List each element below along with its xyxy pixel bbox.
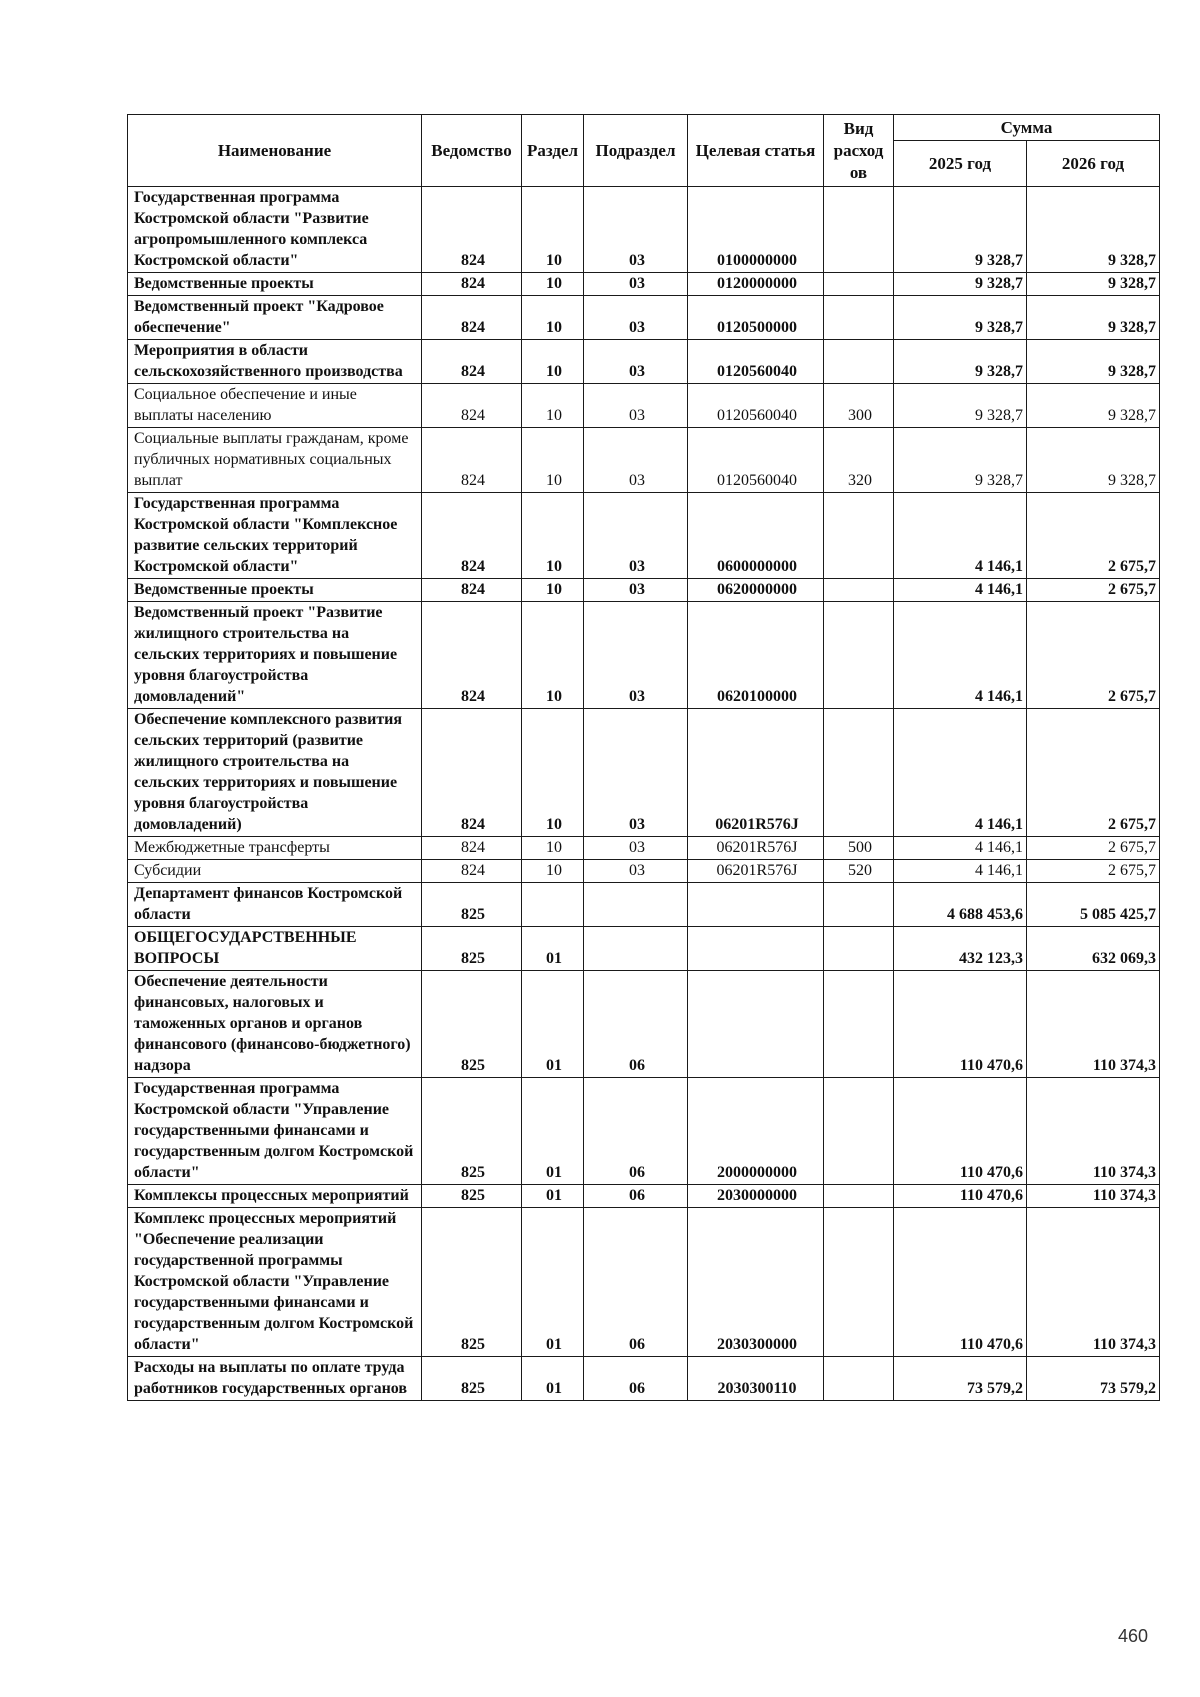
cell-razdel: 10: [522, 493, 584, 579]
cell-name: Департамент финансов Костромской области: [128, 883, 422, 927]
cell-name: Ведомственный проект "Развитие жилищного строительства на сельских территориях и повышение уровня благоустройства домовладений": [128, 602, 422, 709]
header-celevaya-statya: Целевая статья: [688, 115, 824, 187]
cell-celevaya-statya: 06201R576J: [688, 709, 824, 837]
cell-celevaya-statya: 2030300110: [688, 1357, 824, 1401]
cell-sum-2026: 2 675,7: [1027, 579, 1160, 602]
cell-vedomstvo: 825: [422, 971, 522, 1078]
cell-name: Межбюджетные трансферты: [128, 837, 422, 860]
cell-razdel: 01: [522, 927, 584, 971]
cell-razdel: 10: [522, 428, 584, 493]
cell-vedomstvo: 824: [422, 340, 522, 384]
header-name: Наименование: [128, 115, 422, 187]
cell-vedomstvo: 824: [422, 709, 522, 837]
table-row: [128, 883, 1160, 927]
header-vedomstvo: Ведомство: [422, 115, 522, 187]
table-row: [128, 187, 1160, 273]
table-row: [128, 709, 1160, 837]
cell-podrazdel: 03: [584, 860, 688, 883]
cell-vedomstvo: 825: [422, 927, 522, 971]
header-podrazdel: Подраздел: [584, 115, 688, 187]
cell-podrazdel: 03: [584, 296, 688, 340]
cell-sum-2026: 2 675,7: [1027, 493, 1160, 579]
table-row: [128, 579, 1160, 602]
cell-sum-2026: 9 328,7: [1027, 340, 1160, 384]
cell-podrazdel: [584, 883, 688, 927]
cell-vedomstvo: 825: [422, 1208, 522, 1357]
cell-vid-raskhodov: 320: [824, 428, 894, 493]
cell-razdel: 01: [522, 1208, 584, 1357]
cell-sum-2025: 110 470,6: [894, 971, 1027, 1078]
cell-vid-raskhodov: [824, 273, 894, 296]
cell-sum-2025: 4 146,1: [894, 709, 1027, 837]
cell-celevaya-statya: 06201R576J: [688, 837, 824, 860]
cell-name: Государственная программа Костромской области "Управление государственными финансами и государственным долгом Костромской области": [128, 1078, 422, 1185]
cell-razdel: 10: [522, 384, 584, 428]
cell-sum-2026: 9 328,7: [1027, 428, 1160, 493]
cell-sum-2026: 9 328,7: [1027, 273, 1160, 296]
table-row: [128, 1185, 1160, 1208]
cell-razdel: 01: [522, 1078, 584, 1185]
cell-celevaya-statya: 0100000000: [688, 187, 824, 273]
cell-sum-2026: 110 374,3: [1027, 1185, 1160, 1208]
cell-celevaya-statya: 0120500000: [688, 296, 824, 340]
cell-sum-2025: 9 328,7: [894, 187, 1027, 273]
header-summa: Сумма: [894, 115, 1160, 141]
table-row: [128, 860, 1160, 883]
cell-celevaya-statya: 06201R576J: [688, 860, 824, 883]
table-row: [128, 837, 1160, 860]
cell-sum-2025: 4 146,1: [894, 579, 1027, 602]
cell-razdel: 10: [522, 602, 584, 709]
cell-razdel: 10: [522, 709, 584, 837]
cell-name: Обеспечение комплексного развития сельских территорий (развитие жилищного строительства на сельских территориях и повышение уровня благоустройства домовладений): [128, 709, 422, 837]
cell-sum-2025: 9 328,7: [894, 428, 1027, 493]
cell-vedomstvo: 824: [422, 493, 522, 579]
cell-vedomstvo: 824: [422, 296, 522, 340]
cell-vedomstvo: 824: [422, 428, 522, 493]
table-row: [128, 296, 1160, 340]
header-year-2026: 2026 год: [1027, 141, 1160, 187]
table-row: [128, 1357, 1160, 1401]
cell-podrazdel: 03: [584, 837, 688, 860]
cell-name: Социальное обеспечение и иные выплаты населению: [128, 384, 422, 428]
cell-podrazdel: 03: [584, 428, 688, 493]
cell-celevaya-statya: 2000000000: [688, 1078, 824, 1185]
table-row: [128, 384, 1160, 428]
table-header: [128, 115, 1160, 187]
cell-podrazdel: 06: [584, 1357, 688, 1401]
cell-vid-raskhodov: [824, 927, 894, 971]
cell-celevaya-statya: [688, 971, 824, 1078]
cell-podrazdel: [584, 927, 688, 971]
table-row: [128, 1208, 1160, 1357]
cell-sum-2025: 4 146,1: [894, 860, 1027, 883]
cell-celevaya-statya: 0120560040: [688, 428, 824, 493]
cell-vid-raskhodov: [824, 1078, 894, 1185]
table-row: [128, 428, 1160, 493]
cell-vid-raskhodov: [824, 883, 894, 927]
cell-vedomstvo: 824: [422, 187, 522, 273]
cell-celevaya-statya: 0120000000: [688, 273, 824, 296]
cell-vid-raskhodov: [824, 1357, 894, 1401]
cell-podrazdel: 03: [584, 273, 688, 296]
cell-sum-2026: 632 069,3: [1027, 927, 1160, 971]
cell-celevaya-statya: 0120560040: [688, 340, 824, 384]
budget-table: [127, 114, 1160, 1401]
cell-name: ОБЩЕГОСУДАРСТВЕННЫЕ ВОПРОСЫ: [128, 927, 422, 971]
cell-sum-2025: 110 470,6: [894, 1078, 1027, 1185]
header-razdel: Раздел: [522, 115, 584, 187]
cell-vid-raskhodov: [824, 971, 894, 1078]
cell-celevaya-statya: 0620000000: [688, 579, 824, 602]
header-vid-raskhodov: Вид расход ов: [824, 115, 894, 187]
table-row: [128, 493, 1160, 579]
cell-sum-2026: 2 675,7: [1027, 602, 1160, 709]
cell-sum-2025: 9 328,7: [894, 296, 1027, 340]
cell-razdel: 10: [522, 860, 584, 883]
cell-vid-raskhodov: [824, 602, 894, 709]
cell-podrazdel: 03: [584, 340, 688, 384]
cell-vid-raskhodov: [824, 493, 894, 579]
cell-sum-2025: 4 146,1: [894, 837, 1027, 860]
cell-vedomstvo: 824: [422, 860, 522, 883]
cell-razdel: 10: [522, 273, 584, 296]
cell-vid-raskhodov: [824, 340, 894, 384]
cell-podrazdel: 03: [584, 187, 688, 273]
cell-sum-2025: 9 328,7: [894, 384, 1027, 428]
cell-razdel: 01: [522, 971, 584, 1078]
table-row: [128, 602, 1160, 709]
cell-vid-raskhodov: 500: [824, 837, 894, 860]
cell-name: Комплексы процессных мероприятий: [128, 1185, 422, 1208]
cell-vedomstvo: 824: [422, 579, 522, 602]
cell-razdel: 01: [522, 1185, 584, 1208]
cell-sum-2025: 110 470,6: [894, 1208, 1027, 1357]
cell-celevaya-statya: 2030300000: [688, 1208, 824, 1357]
cell-podrazdel: 06: [584, 971, 688, 1078]
cell-razdel: 10: [522, 296, 584, 340]
cell-vedomstvo: 825: [422, 1185, 522, 1208]
cell-celevaya-statya: [688, 927, 824, 971]
cell-name: Ведомственные проекты: [128, 273, 422, 296]
cell-vedomstvo: 825: [422, 1078, 522, 1185]
cell-vedomstvo: 825: [422, 883, 522, 927]
header-year-2025: 2025 год: [894, 141, 1027, 187]
table-row: [128, 927, 1160, 971]
cell-sum-2025: 4 146,1: [894, 493, 1027, 579]
cell-sum-2026: 2 675,7: [1027, 860, 1160, 883]
cell-podrazdel: 03: [584, 709, 688, 837]
cell-podrazdel: 06: [584, 1208, 688, 1357]
table-row: [128, 1078, 1160, 1185]
cell-sum-2026: 110 374,3: [1027, 1078, 1160, 1185]
cell-sum-2026: 2 675,7: [1027, 837, 1160, 860]
cell-razdel: 01: [522, 1357, 584, 1401]
cell-vid-raskhodov: [824, 296, 894, 340]
cell-vid-raskhodov: 520: [824, 860, 894, 883]
cell-sum-2026: 9 328,7: [1027, 384, 1160, 428]
table-row: [128, 340, 1160, 384]
cell-sum-2026: 9 328,7: [1027, 187, 1160, 273]
cell-vid-raskhodov: [824, 709, 894, 837]
cell-sum-2025: 73 579,2: [894, 1357, 1027, 1401]
cell-name: Социальные выплаты гражданам, кроме публичных нормативных социальных выплат: [128, 428, 422, 493]
cell-podrazdel: 06: [584, 1078, 688, 1185]
cell-name: Субсидии: [128, 860, 422, 883]
table-row: [128, 971, 1160, 1078]
page-number: 460: [1118, 1626, 1149, 1646]
cell-sum-2026: 110 374,3: [1027, 971, 1160, 1078]
cell-sum-2026: 73 579,2: [1027, 1357, 1160, 1401]
cell-razdel: 10: [522, 837, 584, 860]
cell-celevaya-statya: 0620100000: [688, 602, 824, 709]
cell-podrazdel: 03: [584, 602, 688, 709]
cell-sum-2026: 5 085 425,7: [1027, 883, 1160, 927]
cell-name: Обеспечение деятельности финансовых, налоговых и таможенных органов и органов финансового (финансово-бюджетного) надзора: [128, 971, 422, 1078]
cell-vedomstvo: 824: [422, 602, 522, 709]
cell-podrazdel: 03: [584, 384, 688, 428]
cell-vid-raskhodov: [824, 1185, 894, 1208]
cell-celevaya-statya: 2030000000: [688, 1185, 824, 1208]
cell-celevaya-statya: [688, 883, 824, 927]
cell-razdel: 10: [522, 579, 584, 602]
cell-vid-raskhodov: [824, 187, 894, 273]
cell-sum-2026: 2 675,7: [1027, 709, 1160, 837]
cell-celevaya-statya: 0120560040: [688, 384, 824, 428]
cell-podrazdel: 06: [584, 1185, 688, 1208]
cell-sum-2025: 4 146,1: [894, 602, 1027, 709]
cell-sum-2025: 9 328,7: [894, 273, 1027, 296]
cell-name: Комплекс процессных мероприятий "Обеспечение реализации государственной программы Костромской области "Управление государственными финансами и государственным долгом Костромской области": [128, 1208, 422, 1357]
cell-vedomstvo: 824: [422, 384, 522, 428]
cell-vedomstvo: 824: [422, 837, 522, 860]
table-row: [128, 273, 1160, 296]
cell-razdel: [522, 883, 584, 927]
cell-sum-2025: 9 328,7: [894, 340, 1027, 384]
cell-sum-2025: 432 123,3: [894, 927, 1027, 971]
cell-podrazdel: 03: [584, 579, 688, 602]
cell-name: Государственная программа Костромской области "Развитие агропромышленного комплекса Костромской области": [128, 187, 422, 273]
cell-name: Расходы на выплаты по оплате труда работников государственных органов: [128, 1357, 422, 1401]
cell-vid-raskhodov: [824, 1208, 894, 1357]
cell-vid-raskhodov: [824, 579, 894, 602]
cell-vedomstvo: 825: [422, 1357, 522, 1401]
table-body: [128, 187, 1160, 1401]
cell-name: Ведомственные проекты: [128, 579, 422, 602]
cell-sum-2025: 110 470,6: [894, 1185, 1027, 1208]
cell-razdel: 10: [522, 340, 584, 384]
cell-name: Ведомственный проект "Кадровое обеспечение": [128, 296, 422, 340]
cell-podrazdel: 03: [584, 493, 688, 579]
cell-razdel: 10: [522, 187, 584, 273]
cell-sum-2025: 4 688 453,6: [894, 883, 1027, 927]
cell-sum-2026: 110 374,3: [1027, 1208, 1160, 1357]
cell-name: Государственная программа Костромской области "Комплексное развитие сельских территорий Костромской области": [128, 493, 422, 579]
cell-celevaya-statya: 0600000000: [688, 493, 824, 579]
cell-name: Мероприятия в области сельскохозяйственного производства: [128, 340, 422, 384]
cell-vid-raskhodov: 300: [824, 384, 894, 428]
cell-vedomstvo: 824: [422, 273, 522, 296]
cell-sum-2026: 9 328,7: [1027, 296, 1160, 340]
